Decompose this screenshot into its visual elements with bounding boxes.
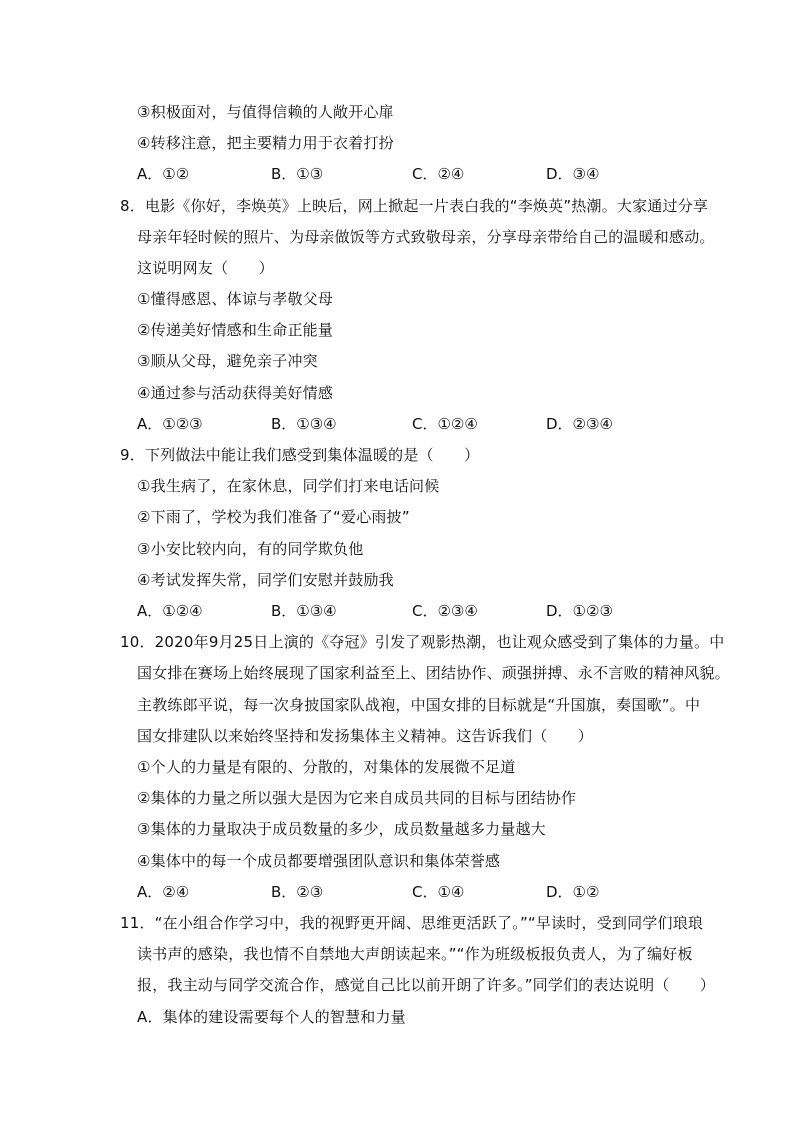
- q10-stem-line-2: 国女排在赛场上始终展现了国家利益至上、团结协作、顽强拼搏、永不言败的精神风貌。: [137, 664, 730, 682]
- q8-option-c: C．①②④: [412, 415, 478, 433]
- q10-item-2: ②集体的力量之所以强大是因为它来自成员共同的目标与团结协作: [137, 789, 577, 807]
- q10-option-d: D．①②: [546, 883, 600, 901]
- q11-option-a: A．集体的建设需要每个人的智慧和力量: [137, 1008, 406, 1026]
- q11-stem-line-1: 11．“在小组合作学习中，我的视野更开阔、思维更活跃了。”“早读时，受到同学们琅琅: [120, 914, 704, 932]
- q7-option-d: D．③④: [546, 165, 600, 183]
- q7-option-c: C．②④: [412, 165, 465, 183]
- q8-item-3: ③顺从父母，避免亲子冲突: [137, 352, 318, 370]
- q8-stem-line-3: 这说明网友（ ）: [137, 259, 274, 277]
- q9-item-3: ③小安比较内向，有的同学欺负他: [137, 540, 364, 558]
- q11-stem-line-3: 报，我主动与同学交流合作，感觉自己比以前开朗了许多。”同学们的表达说明（ ）: [137, 976, 716, 994]
- q10-option-a: A．②④: [137, 883, 190, 901]
- q9-item-4: ④考试发挥失常，同学们安慰并鼓励我: [137, 571, 394, 589]
- q7-item-3: ③积极面对，与值得信赖的人敞开心扉: [137, 103, 394, 121]
- q9-options: [137, 601, 697, 621]
- q9-option-d: D．①②③: [546, 602, 613, 620]
- q8-stem-line-2: 母亲年轻时候的照片、为母亲做饭等方式致敬母亲，分享母亲带给自己的温暖和感动。: [137, 228, 715, 246]
- q7-options: [137, 164, 697, 184]
- q9-option-b: B．①③④: [271, 602, 337, 620]
- q10-item-1: ①个人的力量是有限的、分散的，对集体的发展微不足道: [137, 758, 516, 776]
- q10-stem-line-4: 国女排建队以来始终坚持和发扬集体主义精神。这告诉我们（ ）: [137, 727, 594, 745]
- q7-option-b: B．①③: [271, 165, 324, 183]
- q10-item-4: ④集体中的每一个成员都要增强团队意识和集体荣誉感: [137, 852, 501, 870]
- q10-stem-line-1: 10．2020年9月25日上演的《夺冠》引发了观影热潮，也让观众感受到了集体的力量。中: [120, 633, 725, 651]
- q9-item-1: ①我生病了，在家休息，同学们打来电话问候: [137, 477, 440, 495]
- q9-option-a: A．①②④: [137, 602, 203, 620]
- q9-item-2: ②下雨了，学校为我们准备了“爱心雨披”: [137, 508, 410, 526]
- q11-stem-line-2: 读书声的感染，我也情不自禁地大声朗读起来。”“作为班级板报负责人，为了编好板: [137, 945, 693, 963]
- q8-options: [137, 414, 697, 434]
- q8-item-2: ②传递美好情感和生命正能量: [137, 321, 334, 339]
- q8-stem-line-1: 8．电影《你好，李焕英》上映后，网上掀起一片表白我的“李焕英”热潮。大家通过分享: [120, 197, 709, 215]
- q10-options: [137, 882, 697, 902]
- q10-option-c: C．①④: [412, 883, 465, 901]
- q8-option-b: B．①③④: [271, 415, 337, 433]
- q8-item-4: ④通过参与活动获得美好情感: [137, 384, 334, 402]
- q7-option-a: A．①②: [137, 165, 190, 183]
- q10-stem-line-3: 主教练郎平说，每一次身披国家队战袍，中国女排的目标就是“升国旗，奏国歌”。中: [137, 696, 701, 714]
- q10-option-b: B．②③: [271, 883, 324, 901]
- q9-option-c: C．②③④: [412, 602, 478, 620]
- q7-item-4: ④转移注意，把主要精力用于衣着打扮: [137, 134, 394, 152]
- q9-stem: 9．下列做法中能让我们感受到集体温暖的是（ ）: [120, 446, 480, 464]
- q10-item-3: ③集体的力量取决于成员数量的多少，成员数量越多力量越大: [137, 820, 546, 838]
- q8-option-d: D．②③④: [546, 415, 613, 433]
- q8-item-1: ①懂得感恩、体谅与孝敬父母: [137, 290, 334, 308]
- q8-option-a: A．①②③: [137, 415, 203, 433]
